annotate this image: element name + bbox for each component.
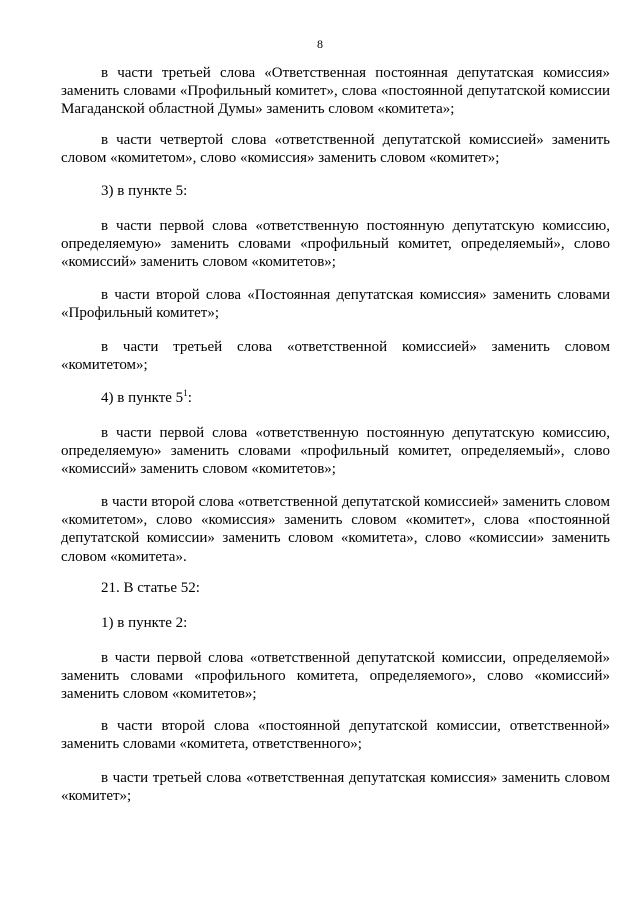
point-superscript: 1 — [183, 388, 188, 398]
paragraph-point-5-1-part-one: в части первой слова «ответственную постоянную депутатскую комиссию, определяемую» заменить словами «профильный комитет, определяемый», слово «комиссий» заменить словом «комитетов»; — [61, 425, 610, 478]
paragraph-point-2-part-one: в части первой слова «ответственной депутатской комиссии, определяемой» заменить словами «профильного комитета, определяемого», слово «комиссий» заменить словом «комитетов»; — [61, 650, 610, 703]
paragraph-point-2-part-two: в части второй слова «постоянной депутатской комиссии, ответственной» заменить словами «комитета, ответственного»; — [61, 718, 610, 753]
paragraph-article-21-heading: 21. В статье 52: — [101, 580, 200, 596]
paragraph-part-four: в части четвертой слова «ответственной депутатской комиссией» заменить словом «комитетом», слово «комиссия» заменить словом «комитет»; — [61, 132, 610, 167]
page-number: 8 — [317, 37, 323, 51]
paragraph-point-2-part-three: в части третьей слова «ответственная депутатская комиссия» заменить словом «комитет»; — [61, 770, 610, 805]
paragraph-point-5-part-three: в части третьей слова «ответственной комиссией» заменить словом «комитетом»; — [61, 339, 610, 374]
paragraph-point-2-heading: 1) в пункте 2: — [101, 615, 188, 631]
point-suffix: : — [187, 390, 192, 406]
paragraph-point-5-1-part-two: в части второй слова «ответственной депутатской комиссией» заменить словом «комитетом», слово «комиссия» заменить словом «комитет», слова «постоянной депутатской комиссии» заменить словом «комитета», слово «комиссии» заменить словом «комитета». — [61, 494, 610, 565]
paragraph-point-5-part-two: в части второй слова «Постоянная депутатская комиссия» заменить словами «Профильный комитет»; — [61, 287, 610, 322]
paragraph-point-5-1-heading — [61, 389, 610, 407]
point-text: 4) в пункте 5 — [101, 390, 184, 406]
paragraph-part-three: в части третьей слова «Ответственная постоянная депутатская комиссия» заменить словами «Профильный комитет», слова «постоянной депутатской комиссии Магаданской областной Думы» заменить словом «комитета»; — [61, 65, 610, 118]
paragraph-point-5-heading: 3) в пункте 5: — [101, 183, 188, 199]
paragraph-point-5-part-one: в части первой слова «ответственную постоянную депутатскую комиссию, определяемую» заменить словами «профильный комитет, определяемый», слово «комиссий» заменить словом «комитетов»; — [61, 218, 610, 271]
